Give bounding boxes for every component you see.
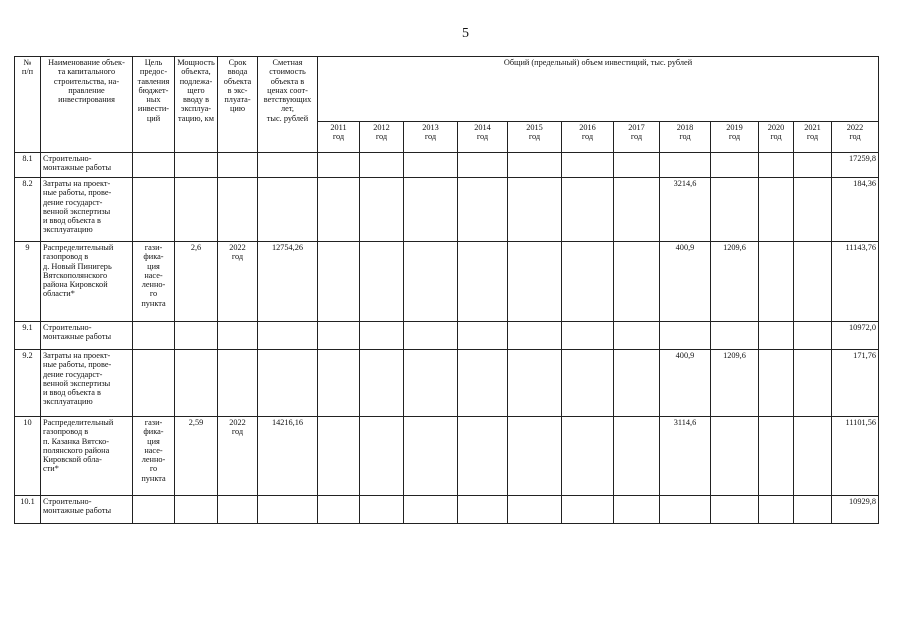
row-term (218, 496, 258, 524)
table-row (15, 242, 879, 322)
row-capacity (175, 153, 218, 178)
row-term: 2022 год (218, 417, 258, 496)
row-num: 10.1 (15, 496, 41, 524)
row-goal: гази- фика- ция насе- ленно- го пункта (133, 242, 175, 322)
header-year: 2017 год (614, 122, 660, 153)
row-2019 (711, 417, 759, 496)
row-2019 (711, 153, 759, 178)
row-2019 (711, 496, 759, 524)
header-year: 2021 год (794, 122, 832, 153)
row-term: 2022 год (218, 242, 258, 322)
header-year: 2018 год (660, 122, 711, 153)
header-cost: Сметная стоимость объекта в ценах соот- ветствующих лет, тыс. рублей (258, 57, 318, 153)
row-name: Затраты на проект- ные работы, прове- дение государст- венной экспертизы и ввод объекта в эксплуатацию (41, 350, 133, 417)
row-2018 (660, 496, 711, 524)
row-goal (133, 153, 175, 178)
row-num: 9 (15, 242, 41, 322)
row-2022: 11143,76 (832, 242, 879, 322)
row-goal (133, 322, 175, 350)
table-row (15, 153, 879, 178)
row-goal (133, 178, 175, 242)
header-year: 2020 год (759, 122, 794, 153)
row-goal: гази- фика- ция насе- ленно- го пункта (133, 417, 175, 496)
row-cost (258, 496, 318, 524)
header-goal: Цель предос- тавления бюджет- ных инвести- ций (133, 57, 175, 153)
row-capacity (175, 322, 218, 350)
header-num: № п/п (15, 57, 41, 153)
row-name: Распределительный газопровод в п. Казанка Вятско- полянского района Кировской обла- сти* (41, 417, 133, 496)
header-investment: Общий (предельный) объем инвестиций, тыс. рублей (318, 57, 879, 122)
row-num: 8.1 (15, 153, 41, 178)
row-capacity (175, 178, 218, 242)
row-capacity: 2,59 (175, 417, 218, 496)
row-term (218, 322, 258, 350)
row-cost (258, 322, 318, 350)
row-2022: 10929,8 (832, 496, 879, 524)
row-2022: 17259,8 (832, 153, 879, 178)
header-year: 2013 год (404, 122, 458, 153)
page-number: 5 (462, 26, 469, 41)
row-2018: 3114,6 (660, 417, 711, 496)
header-name: Наименование объек- та капитального строительства, на- правление инвестирования (41, 57, 133, 153)
row-goal (133, 350, 175, 417)
row-name: Строительно- монтажные работы (41, 153, 133, 178)
row-name: Затраты на проект- ные работы, прове- дение государст- венной экспертизы и ввод объекта в эксплуатацию (41, 178, 133, 242)
table-row (15, 350, 879, 417)
header-capacity: Мощность объекта, подлежа- щего вводу в эксплуа- тацию, км (175, 57, 218, 153)
header-year: 2019 год (711, 122, 759, 153)
header-year: 2022 год (832, 122, 879, 153)
row-num: 8.2 (15, 178, 41, 242)
row-term (218, 350, 258, 417)
header-year: 2015 год (508, 122, 562, 153)
row-2018: 3214,6 (660, 178, 711, 242)
row-num: 10 (15, 417, 41, 496)
row-name: Распределительный газопровод в д. Новый Пинигерь Вятскополянского района Кировской области* (41, 242, 133, 322)
row-capacity: 2,6 (175, 242, 218, 322)
table-row (15, 322, 879, 350)
row-cost: 12754,26 (258, 242, 318, 322)
row-2018: 400,9 (660, 242, 711, 322)
row-2019: 1209,6 (711, 242, 759, 322)
row-2019 (711, 322, 759, 350)
header-year: 2011 год (318, 122, 360, 153)
row-capacity (175, 350, 218, 417)
row-cost: 14216,16 (258, 417, 318, 496)
row-num: 9.2 (15, 350, 41, 417)
row-cost (258, 178, 318, 242)
header-year: 2014 год (458, 122, 508, 153)
row-num: 9.1 (15, 322, 41, 350)
investment-table (14, 56, 879, 524)
row-name: Строительно- монтажные работы (41, 322, 133, 350)
row-2019: 1209,6 (711, 350, 759, 417)
table-row (15, 417, 879, 496)
row-2022: 10972,0 (832, 322, 879, 350)
row-capacity (175, 496, 218, 524)
row-cost (258, 153, 318, 178)
row-2022: 171,76 (832, 350, 879, 417)
row-2019 (711, 178, 759, 242)
row-2022: 184,36 (832, 178, 879, 242)
table-row (15, 178, 879, 242)
header-term: Срок ввода объекта в экс- плуата- цию (218, 57, 258, 153)
header-year: 2016 год (562, 122, 614, 153)
row-goal (133, 496, 175, 524)
row-term (218, 153, 258, 178)
row-2018: 400,9 (660, 350, 711, 417)
row-term (218, 178, 258, 242)
row-2018 (660, 322, 711, 350)
row-name: Строительно- монтажные работы (41, 496, 133, 524)
header-year: 2012 год (360, 122, 404, 153)
row-cost (258, 350, 318, 417)
row-2022: 11101,56 (832, 417, 879, 496)
table-row (15, 496, 879, 524)
row-2018 (660, 153, 711, 178)
